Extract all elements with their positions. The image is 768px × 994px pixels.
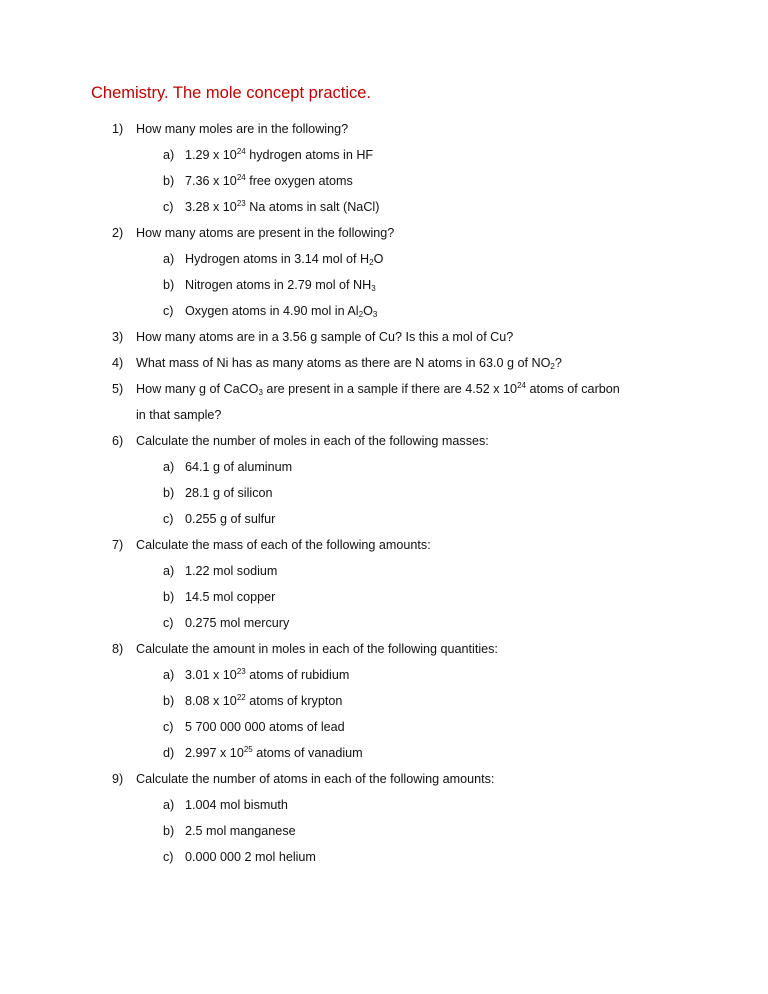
sub-question-letter: c) — [163, 304, 174, 318]
subscript: 3 — [258, 388, 263, 397]
text-run: Calculate the amount in moles in each of the following quantities: — [136, 642, 498, 656]
sub-question — [0, 588, 768, 614]
sub-question-text — [185, 302, 377, 320]
sub-question-letter: c) — [163, 512, 174, 526]
superscript: 24 — [236, 147, 246, 156]
question — [0, 380, 768, 432]
question-text — [136, 328, 513, 346]
text-run: 64.1 g of aluminum — [185, 460, 293, 474]
sub-question-text — [185, 146, 373, 164]
subscript: 3 — [371, 284, 376, 293]
question-text — [136, 770, 494, 788]
question-text — [136, 432, 489, 450]
sub-question-letter: c) — [163, 200, 174, 214]
question-text — [136, 380, 620, 398]
question-list — [0, 120, 768, 874]
sub-question-letter: c) — [163, 616, 174, 630]
text-run: What mass of Ni has as many atoms as there are N atoms in 63.0 g of NO — [136, 356, 551, 370]
question-line — [0, 380, 768, 406]
document-title: Chemistry. The mole concept practice. — [91, 84, 372, 102]
question-line — [0, 354, 768, 380]
superscript: 22 — [236, 693, 246, 702]
sub-question — [0, 744, 768, 770]
question — [0, 536, 768, 640]
question-number: 8) — [112, 642, 124, 656]
question-text — [136, 224, 394, 242]
sub-question-text — [185, 562, 277, 580]
sub-question-text — [185, 796, 288, 814]
question — [0, 640, 768, 770]
sub-question-text — [185, 484, 273, 502]
text-run: 1.22 mol sodium — [185, 564, 278, 578]
sub-question — [0, 848, 768, 874]
text-run: 14.5 mol copper — [185, 590, 276, 604]
text-run: Na atoms in salt (NaCl) — [245, 200, 380, 214]
sub-question-text — [185, 276, 376, 294]
sub-question-text — [185, 744, 363, 762]
sub-question — [0, 692, 768, 718]
sub-question-text — [185, 822, 296, 840]
sub-question-text — [185, 614, 289, 632]
sub-question — [0, 484, 768, 510]
sub-question-text — [185, 588, 275, 606]
sub-question — [0, 250, 768, 276]
superscript: 24 — [517, 381, 526, 390]
sub-question — [0, 562, 768, 588]
sub-question — [0, 796, 768, 822]
text-run: O — [363, 304, 373, 318]
text-run: 0.000 000 2 mol helium — [185, 850, 316, 864]
sub-question-text — [185, 172, 353, 190]
text-run: 1.29 x 10 — [185, 148, 237, 162]
question-text — [136, 354, 562, 372]
text-run: How many atoms are present in the following? — [136, 226, 395, 240]
text-run: 8.08 x 10 — [185, 694, 237, 708]
question — [0, 224, 768, 328]
sub-question-letter: a) — [163, 668, 175, 682]
text-run: How many g of CaCO — [136, 382, 259, 396]
sub-question — [0, 146, 768, 172]
text-run: 7.36 x 10 — [185, 174, 237, 188]
text-run: O — [373, 252, 384, 266]
text-run: 3.28 x 10 — [185, 200, 237, 214]
sub-question-letter: a) — [163, 460, 175, 474]
text-run: Calculate the mass of each of the following amounts: — [136, 538, 431, 552]
question-line — [0, 640, 768, 666]
sub-question-text — [185, 250, 383, 268]
sub-question — [0, 822, 768, 848]
question-line — [0, 536, 768, 562]
sub-question — [0, 666, 768, 692]
sub-question — [0, 276, 768, 302]
question-number: 5) — [112, 382, 124, 396]
superscript: 23 — [236, 199, 246, 208]
text-run: are present in a sample if there are 4.52 x 10 — [262, 382, 518, 396]
question-number: 2) — [112, 226, 124, 240]
text-run: Hydrogen atoms in 3.14 mol of H — [185, 252, 370, 266]
sub-question-letter: b) — [163, 824, 175, 838]
sub-question-letter: a) — [163, 798, 175, 812]
text-run: free oxygen atoms — [245, 174, 353, 188]
text-run: atoms of vanadium — [252, 746, 363, 760]
subscript: 2 — [369, 258, 374, 267]
question — [0, 120, 768, 224]
text-run: atoms of carbon — [525, 382, 620, 396]
sub-question-letter: b) — [163, 694, 175, 708]
sub-question — [0, 302, 768, 328]
text-run: 0.255 g of sulfur — [185, 512, 276, 526]
question-line — [0, 328, 768, 354]
superscript: 23 — [236, 667, 246, 676]
question-text — [136, 640, 498, 658]
sub-question-text — [185, 458, 292, 476]
question-number: 4) — [112, 356, 124, 370]
subscript: 2 — [358, 310, 364, 319]
sub-question-letter: d) — [163, 746, 175, 760]
sub-question-letter: b) — [163, 590, 175, 604]
superscript: 24 — [236, 173, 246, 182]
question-text — [136, 120, 348, 138]
sub-question — [0, 718, 768, 744]
question-number: 1) — [112, 122, 124, 136]
sub-question-text — [185, 198, 379, 216]
text-run: 5 700 000 000 atoms of lead — [185, 720, 345, 734]
question-text — [136, 536, 431, 554]
text-run: in that sample? — [136, 408, 222, 422]
question-number: 9) — [112, 772, 124, 786]
question — [0, 432, 768, 536]
text-run: 2.997 x 10 — [185, 746, 244, 760]
text-run: 0.275 mol mercury — [185, 616, 290, 630]
sub-question-text — [185, 848, 316, 866]
sub-question — [0, 510, 768, 536]
question — [0, 770, 768, 874]
question-line — [0, 120, 768, 146]
text-run: Oxygen atoms in 4.90 mol in Al — [185, 304, 359, 318]
text-run: Nitrogen atoms in 2.79 mol of NH — [185, 278, 372, 292]
sub-question-text — [185, 510, 275, 528]
sub-question-letter: b) — [163, 486, 175, 500]
sub-question-letter: a) — [163, 564, 175, 578]
question — [0, 328, 768, 354]
question-number: 3) — [112, 330, 124, 344]
question-line — [0, 770, 768, 796]
text-run: Calculate the number of atoms in each of the following amounts: — [136, 772, 495, 786]
sub-question-letter: a) — [163, 252, 175, 266]
sub-question-text — [185, 718, 345, 736]
subscript: 3 — [372, 310, 378, 319]
sub-question-letter: c) — [163, 720, 174, 734]
sub-question-letter: a) — [163, 148, 175, 162]
text-run: atoms of rubidium — [245, 668, 350, 682]
question-number: 7) — [112, 538, 124, 552]
subscript: 2 — [550, 362, 555, 371]
sub-question-letter: c) — [163, 850, 174, 864]
sub-question — [0, 198, 768, 224]
question-line — [0, 224, 768, 250]
text-run: 1.004 mol bismuth — [185, 798, 288, 812]
text-run: How many atoms are in a 3.56 g sample of Cu? Is this a mol of Cu? — [136, 330, 514, 344]
question-continuation — [0, 406, 768, 432]
sub-question-letter: b) — [163, 278, 175, 292]
sub-question-letter: b) — [163, 174, 175, 188]
question-text — [136, 406, 221, 424]
superscript: 25 — [243, 745, 253, 754]
text-run: hydrogen atoms in HF — [245, 148, 374, 162]
text-run: ? — [554, 356, 562, 370]
text-run: 28.1 g of silicon — [185, 486, 273, 500]
sub-question — [0, 458, 768, 484]
question — [0, 354, 768, 380]
text-run: 2.5 mol manganese — [185, 824, 296, 838]
text-run: 3.01 x 10 — [185, 668, 237, 682]
sub-question-text — [185, 666, 349, 684]
question-number: 6) — [112, 434, 124, 448]
sub-question — [0, 172, 768, 198]
sub-question-text — [185, 692, 342, 710]
text-run: Calculate the number of moles in each of the following masses: — [136, 434, 489, 448]
text-run: How many moles are in the following? — [136, 122, 349, 136]
sub-question — [0, 614, 768, 640]
text-run: atoms of krypton — [245, 694, 343, 708]
question-line — [0, 432, 768, 458]
